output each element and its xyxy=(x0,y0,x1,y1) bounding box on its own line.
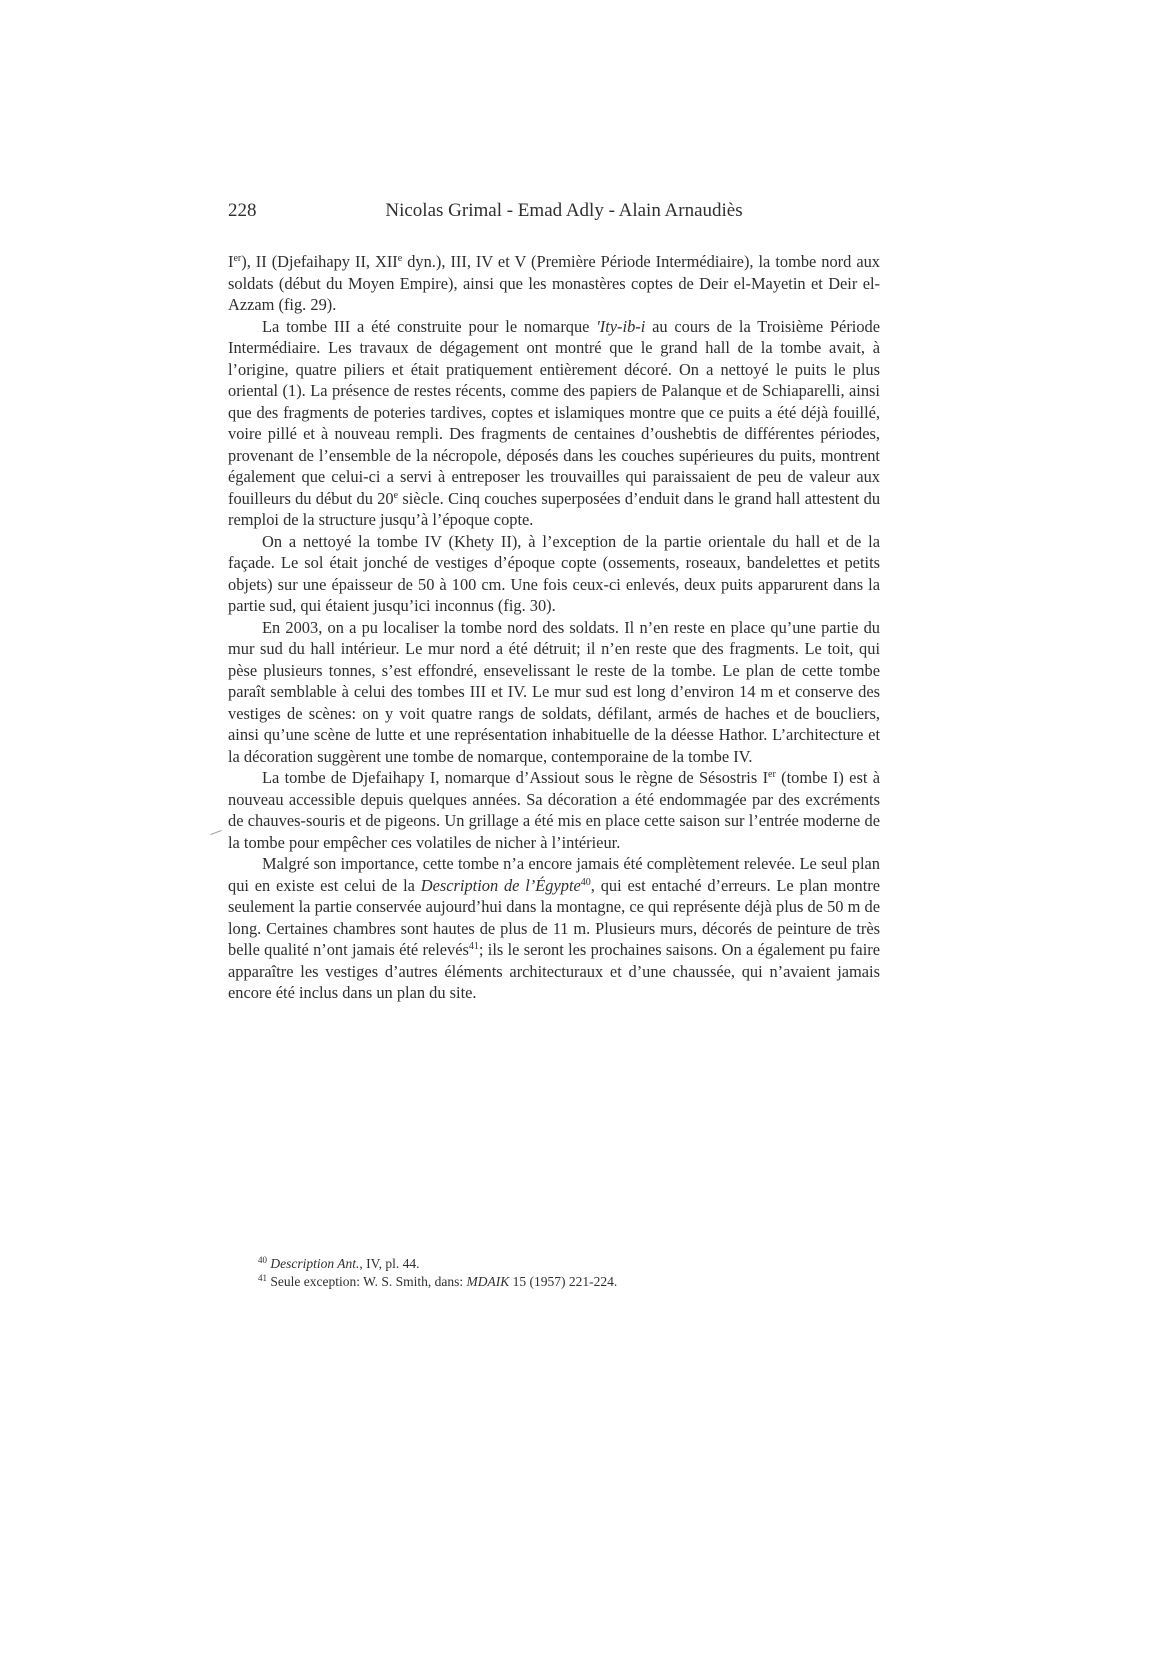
italic-text: MDAIK xyxy=(466,1274,510,1289)
text-run: ; ils le seront les prochaines saisons. On a également pu faire apparaître les vestiges d’autres éléments architecturaux et d’une chaussée, qui n’avaient jamais encore été inclus dans un plan du site. xyxy=(228,940,880,1002)
page-number: 228 xyxy=(228,200,257,221)
text-run: dyn.), III, IV et V (Première Période Intermédiaire), la tombe nord aux soldats (début du Moyen Empire), ainsi que les monastères coptes de Deir el-Mayetin et Deir el-Azzam (fig. 29). xyxy=(228,252,881,314)
footnote xyxy=(228,1273,880,1291)
text-run: Malgré son importance, cette tombe n’a encore jamais été complètement relevée. Le seul plan qui en existe est celui de la xyxy=(228,854,880,895)
superscript: 40 xyxy=(580,876,591,888)
running-head xyxy=(228,196,880,226)
text-run: La tombe III a été construite pour le nomarque xyxy=(262,316,597,336)
text-run: Seule exception: W. S. Smith, dans: xyxy=(267,1274,467,1289)
italic-text: Description de l’Égypte xyxy=(420,875,581,895)
text-run: au cours de la Troisième Période Intermédiaire. Les travaux de dégagement ont montré que le grand hall de la tombe avait, à l’origine, quatre piliers et était pratiquement entièrement décoré. On a nettoyé le puits le plus oriental (1). La présence de restes récents, comme des papiers de Palanque et de Schiaparelli, ainsi que des fragments de poteries tardives, coptes et islamiques montre que ce puits a été déjà fouillé, voire pillé et à nouveau rempli. Des fragments de centaines d’oushebtis de différentes périodes, provenant de l’ensemble de la nécropole, déposés dans les couches supérieures du puits, montrent également que celui-ci a servi à entreposer les trouvailles qui paraissaient de peu de valeur aux fouilleurs du début du 20 xyxy=(228,316,880,508)
text-run: , qui est entaché d’erreurs. Le plan montre seulement la partie conservée aujourd’hui dans la montagne, ce qui représente déjà plus de 50 m de long. Certaines chambres sont hautes de plus de 11 m. Plusieurs murs, décorés de peinture de très belle qualité n’ont jamais été relevés xyxy=(228,875,880,959)
running-head-authors: Nicolas Grimal - Emad Adly - Alain Arnaudiès xyxy=(385,200,743,221)
margin-mark xyxy=(210,830,222,835)
italic-text: 'Ity-ib-i xyxy=(596,316,646,336)
superscript: 41 xyxy=(468,941,479,952)
text-run: I xyxy=(228,252,234,271)
italic-text: Description Ant. xyxy=(270,1256,360,1271)
paragraph xyxy=(228,853,880,1004)
text-run: 15 (1957) 221-224. xyxy=(509,1274,618,1289)
text-run: La tombe de Djefaihapy I, nomarque d’Assiout sous le règne de Sésostris I xyxy=(262,768,769,787)
footnotes xyxy=(228,1255,880,1291)
superscript: e xyxy=(393,489,399,501)
paragraph xyxy=(228,767,880,853)
text-run: ), II (Djefaihapy II, XII xyxy=(241,252,398,271)
paragraph xyxy=(228,531,880,617)
text-run: siècle. Cinq couches superposées d’enduit dans le grand hall attestent du remploi de la structure jusqu’à l’époque copte. xyxy=(228,488,881,529)
text-run: On a nettoyé la tombe IV (Khety II), à l’exception de la partie orientale du hall et de la façade. Le sol était jonché de vestiges d’époque copte (ossements, roseaux, bandelettes et petits objets) sur une épaisseur de 50 à 100 cm. Une fois ceux-ci enlevés, deux puits apparurent dans la partie sud, qui étaient jusqu’ici inconnus (fig. 30). xyxy=(228,531,880,615)
superscript: 41 xyxy=(258,1273,267,1283)
text-run: (tombe I) est à nouveau accessible depuis quelques années. Sa décoration a été endommagée par des excréments de chauves-souris et de pigeons. Un grillage a été mis en place cette saison sur l’entrée moderne de la tombe pour empêcher ces volatiles de nicher à l’intérieur. xyxy=(228,768,880,852)
text-run: , IV, pl. 44. xyxy=(359,1256,420,1271)
paragraph xyxy=(228,617,880,768)
paragraph xyxy=(228,251,880,316)
superscript: er xyxy=(768,769,776,780)
superscript: e xyxy=(397,253,403,264)
footnote xyxy=(228,1255,880,1273)
text-run: En 2003, on a pu localiser la tombe nord des soldats. Il n’en reste en place qu’une partie du mur sud du hall intérieur. Le mur nord a été détruit; il n’en reste que des fragments. Le toit, qui pèse plusieurs tonnes, s’est effondré, ensevelissant le reste de la tombe. Le plan de cette tombe paraît semblable à celui des tombes III et IV. Le mur sud est long d’environ 14 m et conserve des vestiges de scènes: on y voit quatre rangs de soldats, défilant, armés de haches et de boucliers, ainsi qu’une scène de lutte et une représentation inhabituelle de la déesse Hathor. L’architecture et la décoration suggèrent une tombe de nomarque, contemporaine de la tombe IV. xyxy=(228,617,880,766)
superscript: er xyxy=(233,253,242,264)
superscript: 40 xyxy=(258,1255,267,1265)
paragraph xyxy=(228,316,880,531)
body-text xyxy=(228,251,880,1004)
